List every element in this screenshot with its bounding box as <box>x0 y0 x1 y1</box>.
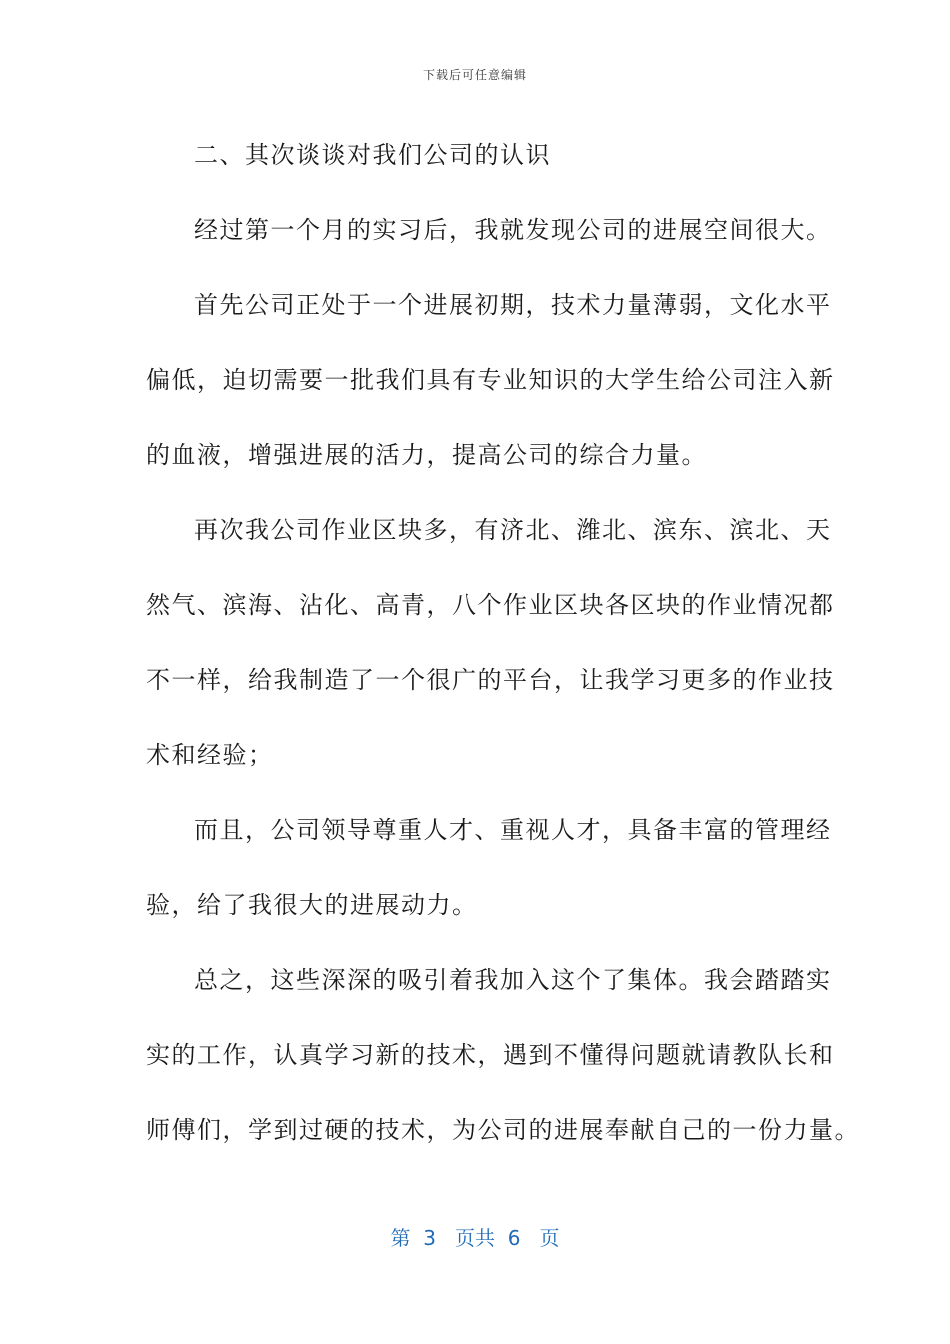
paragraph-line: 再次我公司作业区块多，有济北、潍北、滨东、滨北、天 <box>194 516 832 544</box>
paragraph-line: 而且，公司领导尊重人才、重视人才，具备丰富的管理经 <box>194 816 832 844</box>
paragraph-line: 师傅们，学到过硬的技术，为公司的进展奉献自己的一份力量。 <box>146 1116 860 1144</box>
paragraph-line: 实的工作，认真学习新的技术，遇到不懂得问题就请教队长和 <box>146 1041 835 1069</box>
paragraph-line: 总之，这些深深的吸引着我加入这个了集体。我会踏踏实 <box>194 966 832 994</box>
paragraph-line: 不一样，给我制造了一个很广的平台，让我学习更多的作业技 <box>146 666 835 694</box>
body-text <box>146 118 860 1168</box>
paragraph-line: 偏低，迫切需要一批我们具有专业知识的大学生给公司注入新 <box>146 366 835 394</box>
paragraph-line: 验，给了我很大的进展动力。 <box>146 891 478 919</box>
paragraph-line: 术和经验； <box>146 741 274 769</box>
header-note: 下载后可任意编辑 <box>422 68 527 82</box>
paragraph-line: 经过第一个月的实习后，我就发现公司的进展空间很大。 <box>194 216 832 244</box>
paragraph-line: 首先公司正处于一个进展初期，技术力量薄弱，文化水平 <box>194 291 832 319</box>
paragraph-line: 然气、滨海、沾化、高青，八个作业区块各区块的作业情况都 <box>146 591 835 619</box>
page-number-footer: 第 3 页共 6 页 <box>390 1226 560 1250</box>
paragraph-line: 的血液，增强进展的活力，提高公司的综合力量。 <box>146 441 707 469</box>
paragraph-line: 二、其次谈谈对我们公司的认识 <box>194 141 551 169</box>
